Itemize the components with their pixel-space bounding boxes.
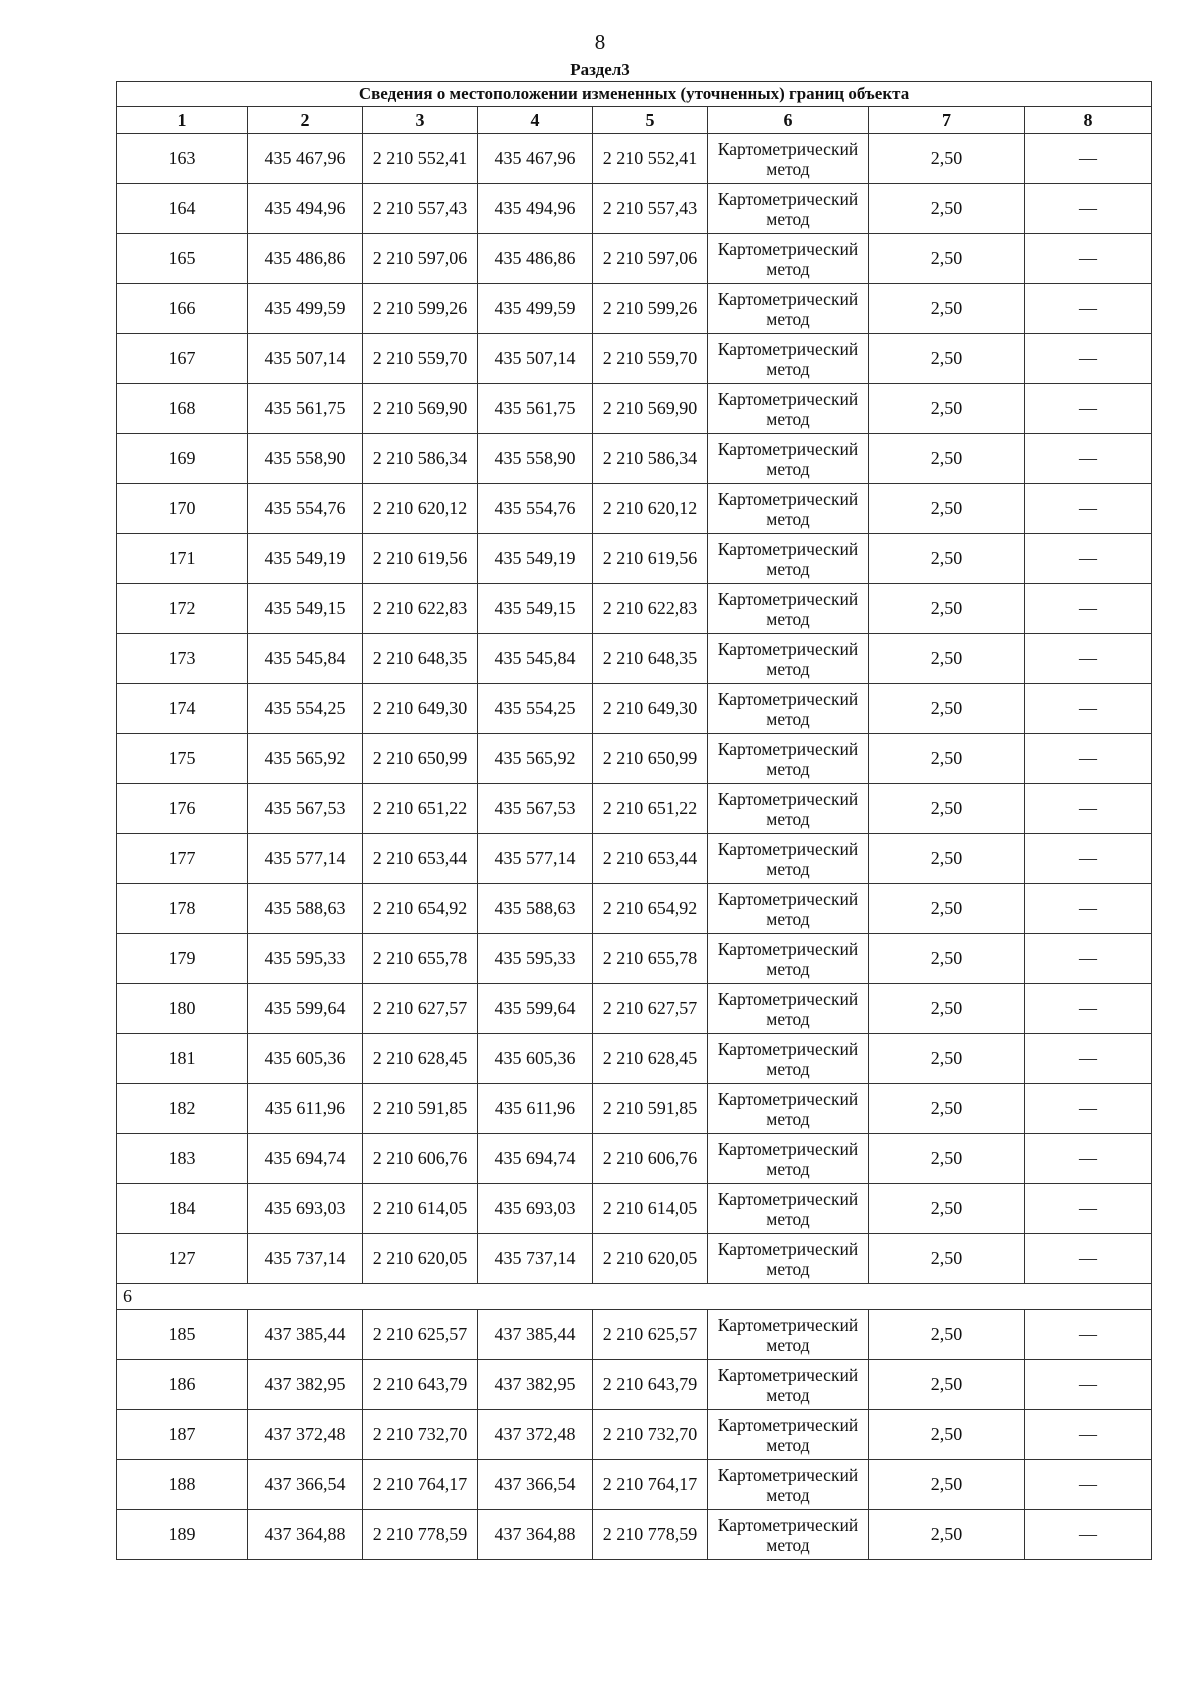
point-number-cell: 177 xyxy=(117,834,248,884)
coord-x-new-cell: 435 486,86 xyxy=(478,234,593,284)
group-row xyxy=(117,1284,1152,1310)
point-number-cell: 188 xyxy=(117,1460,248,1510)
coord-y-new-cell: 2 210 586,34 xyxy=(593,434,708,484)
note-cell: — xyxy=(1025,734,1152,784)
coord-x-new-cell: 435 499,59 xyxy=(478,284,593,334)
table-row xyxy=(117,1410,1152,1460)
coord-x-existing-cell: 435 558,90 xyxy=(248,434,363,484)
accuracy-cell: 2,50 xyxy=(869,834,1025,884)
point-number-cell: 172 xyxy=(117,584,248,634)
note-cell: — xyxy=(1025,834,1152,884)
method-cell: Картометрический метод xyxy=(708,834,869,884)
coord-x-existing-cell: 435 494,96 xyxy=(248,184,363,234)
table-row xyxy=(117,684,1152,734)
table-row xyxy=(117,1134,1152,1184)
accuracy-cell: 2,50 xyxy=(869,584,1025,634)
coord-x-new-cell: 435 467,96 xyxy=(478,134,593,184)
coord-x-new-cell: 435 554,25 xyxy=(478,684,593,734)
point-number-cell: 167 xyxy=(117,334,248,384)
point-number-cell: 180 xyxy=(117,984,248,1034)
coord-y-existing-cell: 2 210 778,59 xyxy=(363,1510,478,1560)
coord-x-existing-cell: 435 577,14 xyxy=(248,834,363,884)
table-row xyxy=(117,1184,1152,1234)
point-number-cell: 171 xyxy=(117,534,248,584)
point-number-cell: 169 xyxy=(117,434,248,484)
coord-x-new-cell: 435 561,75 xyxy=(478,384,593,434)
coord-x-existing-cell: 437 366,54 xyxy=(248,1460,363,1510)
table-row xyxy=(117,1034,1152,1084)
coord-x-new-cell: 435 694,74 xyxy=(478,1134,593,1184)
accuracy-cell: 2,50 xyxy=(869,1234,1025,1284)
table-row xyxy=(117,334,1152,384)
coord-x-existing-cell: 437 382,95 xyxy=(248,1360,363,1410)
note-cell: — xyxy=(1025,1084,1152,1134)
column-header: 2 xyxy=(248,107,363,134)
method-cell: Картометрический метод xyxy=(708,1134,869,1184)
coord-x-new-cell: 437 382,95 xyxy=(478,1360,593,1410)
group-label: 6 xyxy=(117,1284,1152,1310)
coord-y-new-cell: 2 210 614,05 xyxy=(593,1184,708,1234)
method-cell: Картометрический метод xyxy=(708,284,869,334)
method-cell: Картометрический метод xyxy=(708,384,869,434)
note-cell: — xyxy=(1025,134,1152,184)
point-number-cell: 176 xyxy=(117,784,248,834)
note-cell: — xyxy=(1025,934,1152,984)
coord-y-existing-cell: 2 210 586,34 xyxy=(363,434,478,484)
note-cell: — xyxy=(1025,884,1152,934)
page-number: 8 xyxy=(594,30,606,54)
coord-y-existing-cell: 2 210 649,30 xyxy=(363,684,478,734)
method-cell: Картометрический метод xyxy=(708,1184,869,1234)
column-header: 8 xyxy=(1025,107,1152,134)
coord-y-new-cell: 2 210 649,30 xyxy=(593,684,708,734)
coord-x-existing-cell: 435 694,74 xyxy=(248,1134,363,1184)
point-number-cell: 179 xyxy=(117,934,248,984)
point-number-cell: 175 xyxy=(117,734,248,784)
accuracy-cell: 2,50 xyxy=(869,334,1025,384)
accuracy-cell: 2,50 xyxy=(869,1034,1025,1084)
coord-y-new-cell: 2 210 650,99 xyxy=(593,734,708,784)
column-header: 5 xyxy=(593,107,708,134)
method-cell: Картометрический метод xyxy=(708,884,869,934)
coord-y-new-cell: 2 210 620,12 xyxy=(593,484,708,534)
accuracy-cell: 2,50 xyxy=(869,1510,1025,1560)
accuracy-cell: 2,50 xyxy=(869,984,1025,1034)
method-cell: Картометрический метод xyxy=(708,634,869,684)
coord-x-existing-cell: 435 565,92 xyxy=(248,734,363,784)
coord-x-new-cell: 437 372,48 xyxy=(478,1410,593,1460)
note-cell: — xyxy=(1025,634,1152,684)
coord-x-existing-cell: 435 561,75 xyxy=(248,384,363,434)
table-body-group xyxy=(117,1284,1152,1310)
table-row xyxy=(117,134,1152,184)
coord-y-existing-cell: 2 210 569,90 xyxy=(363,384,478,434)
coord-y-existing-cell: 2 210 764,17 xyxy=(363,1460,478,1510)
table-row xyxy=(117,884,1152,934)
table-row xyxy=(117,1310,1152,1360)
table-row xyxy=(117,734,1152,784)
coord-x-existing-cell: 435 693,03 xyxy=(248,1184,363,1234)
method-cell: Картометрический метод xyxy=(708,334,869,384)
method-cell: Картометрический метод xyxy=(708,1084,869,1134)
table-row xyxy=(117,384,1152,434)
note-cell: — xyxy=(1025,1410,1152,1460)
accuracy-cell: 2,50 xyxy=(869,934,1025,984)
coord-y-new-cell: 2 210 651,22 xyxy=(593,784,708,834)
coord-x-new-cell: 435 599,64 xyxy=(478,984,593,1034)
coord-x-existing-cell: 435 567,53 xyxy=(248,784,363,834)
coord-x-new-cell: 435 545,84 xyxy=(478,634,593,684)
accuracy-cell: 2,50 xyxy=(869,734,1025,784)
coord-x-existing-cell: 435 611,96 xyxy=(248,1084,363,1134)
method-cell: Картометрический метод xyxy=(708,984,869,1034)
coord-y-existing-cell: 2 210 606,76 xyxy=(363,1134,478,1184)
accuracy-cell: 2,50 xyxy=(869,284,1025,334)
coord-y-existing-cell: 2 210 653,44 xyxy=(363,834,478,884)
coord-y-new-cell: 2 210 654,92 xyxy=(593,884,708,934)
note-cell: — xyxy=(1025,1510,1152,1560)
coord-y-existing-cell: 2 210 625,57 xyxy=(363,1310,478,1360)
point-number-cell: 127 xyxy=(117,1234,248,1284)
coord-x-new-cell: 435 507,14 xyxy=(478,334,593,384)
method-cell: Картометрический метод xyxy=(708,184,869,234)
point-number-cell: 170 xyxy=(117,484,248,534)
accuracy-cell: 2,50 xyxy=(869,1134,1025,1184)
coord-x-existing-cell: 437 364,88 xyxy=(248,1510,363,1560)
column-header: 6 xyxy=(708,107,869,134)
accuracy-cell: 2,50 xyxy=(869,184,1025,234)
coord-y-existing-cell: 2 210 552,41 xyxy=(363,134,478,184)
table-row xyxy=(117,984,1152,1034)
coord-x-existing-cell: 435 486,86 xyxy=(248,234,363,284)
table-row xyxy=(117,284,1152,334)
coord-y-existing-cell: 2 210 628,45 xyxy=(363,1034,478,1084)
accuracy-cell: 2,50 xyxy=(869,1310,1025,1360)
coord-y-existing-cell: 2 210 643,79 xyxy=(363,1360,478,1410)
coord-y-existing-cell: 2 210 627,57 xyxy=(363,984,478,1034)
coord-y-new-cell: 2 210 606,76 xyxy=(593,1134,708,1184)
note-cell: — xyxy=(1025,1460,1152,1510)
method-cell: Картометрический метод xyxy=(708,1034,869,1084)
point-number-cell: 181 xyxy=(117,1034,248,1084)
coord-x-new-cell: 437 385,44 xyxy=(478,1310,593,1360)
coord-y-existing-cell: 2 210 591,85 xyxy=(363,1084,478,1134)
accuracy-cell: 2,50 xyxy=(869,884,1025,934)
coord-y-new-cell: 2 210 648,35 xyxy=(593,634,708,684)
note-cell: — xyxy=(1025,484,1152,534)
coord-x-new-cell: 435 693,03 xyxy=(478,1184,593,1234)
coord-x-new-cell: 437 364,88 xyxy=(478,1510,593,1560)
coord-x-existing-cell: 435 588,63 xyxy=(248,884,363,934)
coord-y-new-cell: 2 210 597,06 xyxy=(593,234,708,284)
method-cell: Картометрический метод xyxy=(708,134,869,184)
column-header: 7 xyxy=(869,107,1025,134)
accuracy-cell: 2,50 xyxy=(869,634,1025,684)
accuracy-cell: 2,50 xyxy=(869,1460,1025,1510)
column-header-row xyxy=(117,107,1152,134)
method-cell: Картометрический метод xyxy=(708,734,869,784)
table-row xyxy=(117,1460,1152,1510)
coord-y-new-cell: 2 210 643,79 xyxy=(593,1360,708,1410)
section-label: Раздел3 xyxy=(570,60,630,79)
table-row xyxy=(117,634,1152,684)
coord-y-existing-cell: 2 210 619,56 xyxy=(363,534,478,584)
coord-x-existing-cell: 435 599,64 xyxy=(248,984,363,1034)
note-cell: — xyxy=(1025,684,1152,734)
table-row xyxy=(117,584,1152,634)
table-row xyxy=(117,1234,1152,1284)
coord-x-existing-cell: 435 507,14 xyxy=(248,334,363,384)
coord-y-existing-cell: 2 210 650,99 xyxy=(363,734,478,784)
coord-x-existing-cell: 435 737,14 xyxy=(248,1234,363,1284)
note-cell: — xyxy=(1025,1134,1152,1184)
accuracy-cell: 2,50 xyxy=(869,534,1025,584)
coord-x-new-cell: 437 366,54 xyxy=(478,1460,593,1510)
point-number-cell: 187 xyxy=(117,1410,248,1460)
coord-y-existing-cell: 2 210 597,06 xyxy=(363,234,478,284)
coord-x-existing-cell: 435 545,84 xyxy=(248,634,363,684)
accuracy-cell: 2,50 xyxy=(869,784,1025,834)
table-body-contour-5 xyxy=(117,134,1152,1284)
table-row xyxy=(117,434,1152,484)
coord-y-existing-cell: 2 210 655,78 xyxy=(363,934,478,984)
boundary-coordinates-table xyxy=(116,81,1152,1560)
coord-y-new-cell: 2 210 628,45 xyxy=(593,1034,708,1084)
coord-x-new-cell: 435 549,15 xyxy=(478,584,593,634)
coord-x-existing-cell: 435 549,15 xyxy=(248,584,363,634)
coord-y-new-cell: 2 210 627,57 xyxy=(593,984,708,1034)
coord-y-new-cell: 2 210 559,70 xyxy=(593,334,708,384)
coord-y-new-cell: 2 210 653,44 xyxy=(593,834,708,884)
point-number-cell: 186 xyxy=(117,1360,248,1410)
note-cell: — xyxy=(1025,1310,1152,1360)
point-number-cell: 184 xyxy=(117,1184,248,1234)
coord-y-new-cell: 2 210 619,56 xyxy=(593,534,708,584)
accuracy-cell: 2,50 xyxy=(869,484,1025,534)
note-cell: — xyxy=(1025,1184,1152,1234)
table-row xyxy=(117,184,1152,234)
method-cell: Картометрический метод xyxy=(708,934,869,984)
coord-y-new-cell: 2 210 599,26 xyxy=(593,284,708,334)
accuracy-cell: 2,50 xyxy=(869,1360,1025,1410)
accuracy-cell: 2,50 xyxy=(869,384,1025,434)
table-title: Сведения о местоположении измененных (уточненных) границ объекта xyxy=(117,82,1152,107)
coord-x-new-cell: 435 567,53 xyxy=(478,784,593,834)
method-cell: Картометрический метод xyxy=(708,484,869,534)
coord-y-existing-cell: 2 210 654,92 xyxy=(363,884,478,934)
coord-y-existing-cell: 2 210 620,05 xyxy=(363,1234,478,1284)
coord-x-new-cell: 435 494,96 xyxy=(478,184,593,234)
point-number-cell: 163 xyxy=(117,134,248,184)
coord-y-new-cell: 2 210 655,78 xyxy=(593,934,708,984)
method-cell: Картометрический метод xyxy=(708,784,869,834)
method-cell: Картометрический метод xyxy=(708,1310,869,1360)
table-row xyxy=(117,1510,1152,1560)
coord-y-new-cell: 2 210 591,85 xyxy=(593,1084,708,1134)
note-cell: — xyxy=(1025,1034,1152,1084)
coord-x-new-cell: 435 549,19 xyxy=(478,534,593,584)
coord-y-existing-cell: 2 210 732,70 xyxy=(363,1410,478,1460)
accuracy-cell: 2,50 xyxy=(869,1084,1025,1134)
coord-x-new-cell: 435 588,63 xyxy=(478,884,593,934)
note-cell: — xyxy=(1025,584,1152,634)
note-cell: — xyxy=(1025,384,1152,434)
note-cell: — xyxy=(1025,234,1152,284)
table-body-contour-6 xyxy=(117,1310,1152,1560)
coord-x-existing-cell: 435 605,36 xyxy=(248,1034,363,1084)
method-cell: Картометрический метод xyxy=(708,434,869,484)
coord-y-new-cell: 2 210 732,70 xyxy=(593,1410,708,1460)
point-number-cell: 174 xyxy=(117,684,248,734)
point-number-cell: 164 xyxy=(117,184,248,234)
method-cell: Картометрический метод xyxy=(708,1234,869,1284)
table-row xyxy=(117,784,1152,834)
accuracy-cell: 2,50 xyxy=(869,684,1025,734)
coord-y-existing-cell: 2 210 559,70 xyxy=(363,334,478,384)
coord-y-new-cell: 2 210 622,83 xyxy=(593,584,708,634)
table-row xyxy=(117,1084,1152,1134)
table-row xyxy=(117,484,1152,534)
coord-y-existing-cell: 2 210 599,26 xyxy=(363,284,478,334)
method-cell: Картометрический метод xyxy=(708,534,869,584)
coord-y-new-cell: 2 210 569,90 xyxy=(593,384,708,434)
coord-x-existing-cell: 435 595,33 xyxy=(248,934,363,984)
coord-x-new-cell: 435 595,33 xyxy=(478,934,593,984)
coord-y-existing-cell: 2 210 648,35 xyxy=(363,634,478,684)
coord-x-existing-cell: 435 549,19 xyxy=(248,534,363,584)
coord-x-existing-cell: 435 467,96 xyxy=(248,134,363,184)
accuracy-cell: 2,50 xyxy=(869,234,1025,284)
point-number-cell: 168 xyxy=(117,384,248,434)
table-row xyxy=(117,834,1152,884)
point-number-cell: 173 xyxy=(117,634,248,684)
point-number-cell: 189 xyxy=(117,1510,248,1560)
coord-x-existing-cell: 435 499,59 xyxy=(248,284,363,334)
point-number-cell: 165 xyxy=(117,234,248,284)
coord-x-new-cell: 435 605,36 xyxy=(478,1034,593,1084)
coord-y-new-cell: 2 210 552,41 xyxy=(593,134,708,184)
column-header: 1 xyxy=(117,107,248,134)
accuracy-cell: 2,50 xyxy=(869,1410,1025,1460)
coord-y-new-cell: 2 210 557,43 xyxy=(593,184,708,234)
point-number-cell: 178 xyxy=(117,884,248,934)
column-header: 3 xyxy=(363,107,478,134)
accuracy-cell: 2,50 xyxy=(869,1184,1025,1234)
accuracy-cell: 2,50 xyxy=(869,434,1025,484)
note-cell: — xyxy=(1025,534,1152,584)
table-row xyxy=(117,934,1152,984)
coord-y-new-cell: 2 210 625,57 xyxy=(593,1310,708,1360)
coord-y-new-cell: 2 210 778,59 xyxy=(593,1510,708,1560)
note-cell: — xyxy=(1025,984,1152,1034)
method-cell: Картометрический метод xyxy=(708,1510,869,1560)
point-number-cell: 185 xyxy=(117,1310,248,1360)
note-cell: — xyxy=(1025,434,1152,484)
table-row xyxy=(117,234,1152,284)
table-row xyxy=(117,1360,1152,1410)
note-cell: — xyxy=(1025,784,1152,834)
coord-y-existing-cell: 2 210 614,05 xyxy=(363,1184,478,1234)
accuracy-cell: 2,50 xyxy=(869,134,1025,184)
note-cell: — xyxy=(1025,334,1152,384)
coord-x-existing-cell: 435 554,76 xyxy=(248,484,363,534)
method-cell: Картометрический метод xyxy=(708,234,869,284)
coord-x-new-cell: 435 611,96 xyxy=(478,1084,593,1134)
method-cell: Картометрический метод xyxy=(708,1460,869,1510)
method-cell: Картометрический метод xyxy=(708,1360,869,1410)
coord-y-existing-cell: 2 210 557,43 xyxy=(363,184,478,234)
method-cell: Картометрический метод xyxy=(708,1410,869,1460)
coord-x-existing-cell: 437 372,48 xyxy=(248,1410,363,1460)
coord-y-new-cell: 2 210 620,05 xyxy=(593,1234,708,1284)
coord-x-new-cell: 435 737,14 xyxy=(478,1234,593,1284)
coord-x-new-cell: 435 565,92 xyxy=(478,734,593,784)
point-number-cell: 182 xyxy=(117,1084,248,1134)
table-row xyxy=(117,534,1152,584)
coord-x-new-cell: 435 554,76 xyxy=(478,484,593,534)
coord-x-existing-cell: 435 554,25 xyxy=(248,684,363,734)
column-header: 4 xyxy=(478,107,593,134)
coord-y-existing-cell: 2 210 651,22 xyxy=(363,784,478,834)
point-number-cell: 166 xyxy=(117,284,248,334)
coord-x-new-cell: 435 577,14 xyxy=(478,834,593,884)
coord-x-existing-cell: 437 385,44 xyxy=(248,1310,363,1360)
coord-x-new-cell: 435 558,90 xyxy=(478,434,593,484)
coord-y-existing-cell: 2 210 622,83 xyxy=(363,584,478,634)
note-cell: — xyxy=(1025,1234,1152,1284)
coord-y-new-cell: 2 210 764,17 xyxy=(593,1460,708,1510)
note-cell: — xyxy=(1025,1360,1152,1410)
coord-y-existing-cell: 2 210 620,12 xyxy=(363,484,478,534)
method-cell: Картометрический метод xyxy=(708,584,869,634)
note-cell: — xyxy=(1025,184,1152,234)
method-cell: Картометрический метод xyxy=(708,684,869,734)
note-cell: — xyxy=(1025,284,1152,334)
point-number-cell: 183 xyxy=(117,1134,248,1184)
